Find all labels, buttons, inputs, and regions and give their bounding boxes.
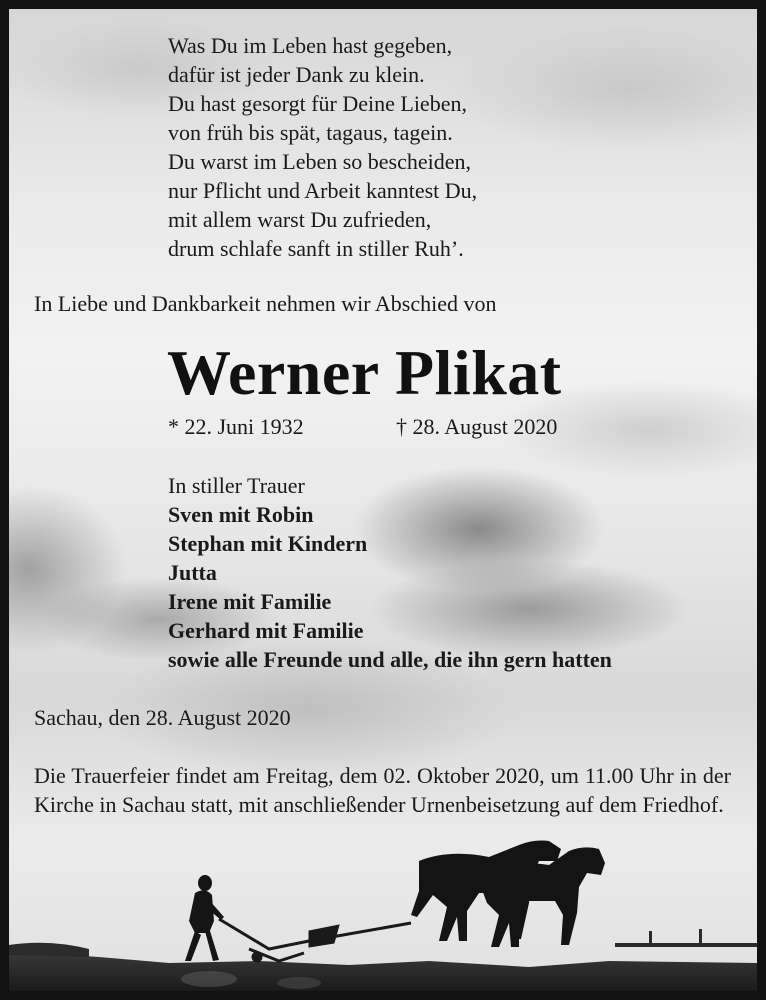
funeral-service-info: Die Trauerfeier findet am Freitag, dem 02. Oktober 2020, um 11.00 Uhr in der Kirche in Sachau statt, mit anschließender Urnenbeisetzung auf dem Friedhof.	[34, 763, 731, 817]
poem-line: dafür ist jeder Dank zu klein.	[168, 62, 425, 87]
memorial-poem	[168, 31, 477, 263]
plough	[219, 919, 411, 962]
mourner-name: sowie alle Freunde und alle, die ihn gern hatten	[168, 647, 612, 672]
deceased-name: Werner Plikat	[167, 337, 562, 408]
place-and-date: Sachau, den 28. August 2020	[34, 705, 291, 730]
mourning-heading: In stiller Trauer	[168, 473, 305, 498]
poem-line: von früh bis spät, tagaus, tagein.	[168, 120, 453, 145]
mourners-block	[168, 471, 612, 674]
poem-line: Du warst im Leben so bescheiden,	[168, 149, 472, 174]
horses	[411, 841, 605, 948]
farmer-figure	[185, 875, 224, 961]
farewell-intro: In Liebe und Dankbarkeit nehmen wir Abschied von	[34, 291, 497, 316]
life-dates	[168, 412, 558, 441]
mourner-name: Stephan mit Kindern	[168, 531, 368, 556]
death-date: † 28. August 2020	[396, 414, 558, 439]
ploughing-farmer-silhouette	[9, 821, 757, 991]
poem-line: drum schlafe sanft in stiller Ruh’.	[168, 236, 464, 261]
distant-fence	[615, 929, 757, 947]
mourner-name: Sven mit Robin	[168, 502, 314, 527]
mourner-list	[168, 500, 612, 674]
poem-line: nur Pflicht und Arbeit kanntest Du,	[168, 178, 478, 203]
poem-line: mit allem warst Du zufrieden,	[168, 207, 432, 232]
poem-line: Was Du im Leben hast gegeben,	[168, 33, 453, 58]
obituary-notice	[9, 9, 757, 991]
field-ground	[9, 943, 757, 991]
mourner-name: Jutta	[168, 560, 217, 585]
mourner-name: Irene mit Familie	[168, 589, 332, 614]
poem-line: Du hast gesorgt für Deine Lieben,	[168, 91, 467, 116]
birth-date: * 22. Juni 1932	[168, 414, 304, 439]
mourner-name: Gerhard mit Familie	[168, 618, 364, 643]
